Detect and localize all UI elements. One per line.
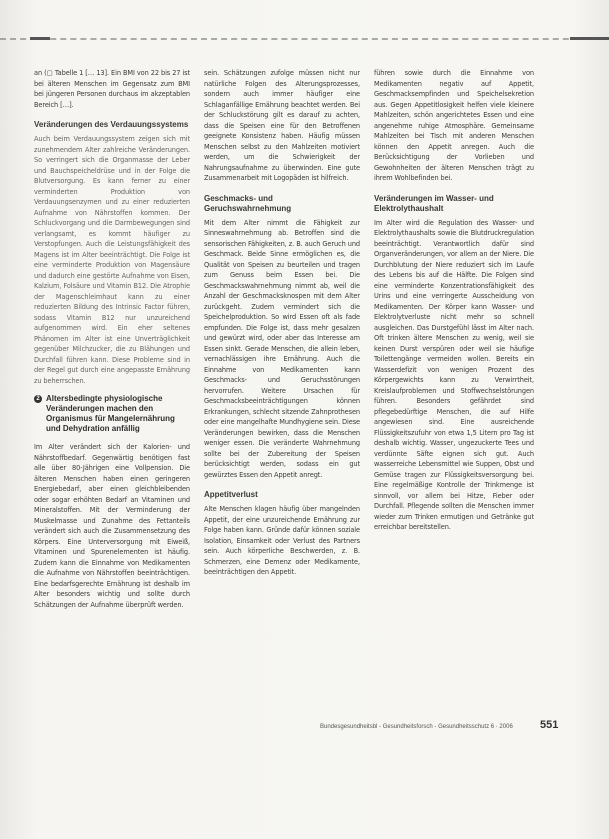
paragraph-schluck: sein. Schätzungen zufolge müssen nicht nur natürliche Folgen des Alterungsprozesses, sondern auch immer häufiger eine Schlaganfällige Ernährung beachtet werden. Bei der Schluckstörung gilt es darauf zu achten, dass die Speisen eine für den Betroffenen geeignete Konsistenz haben. Häufig müssen Menschen selbst zu den Mahlzeiten motiviert werden, um die Schwierigkeit der Nahrungsaufnahme zu überwinden. Eine gute Zusammenarbeit mit Logopäden ist hilfreich. (204, 69, 360, 182)
heading-wasserhaushalt: Veränderungen im Wasser- und Elektrolythaushalt (374, 193, 494, 213)
column-3 (374, 68, 534, 533)
paragraph-bedarf: Im Alter verändert sich der Kalorien- und Nährstoffbedarf. Gegenwärtig benötigen fast alle über 80-Jährigen eine Vollpension. Die älteren Menschen haben einen geringeren Energiebedarf, aber einen gleichbleibenden oder sogar erhöhten Bedarf an Vitaminen und Mineralstoffen. Mit der Verminderung der Muskelmasse und Zunahme des Fettanteils verändert sich auch die Zusammensetzung des Körpers. Eine Unterversorgung mit Eiweiß, Vitaminen und Spurenelementen ist häufig. Zudem kann die Einnahme von Medikamenten die Aufnahme von Nährstoffen beeinträchtigen. Eine bedarfsgerechte Ernährung ist deshalb im Alter besonders wichtig und sollte durch Schätzungen der Aufnahme überprüft werden. (34, 443, 190, 609)
paragraph-intro: an (▢ Tabelle 1 [… 13]. Ein BMI von 22 bis 27 ist bei älteren Menschen im Gegensatz zum BMI bei jüngeren Personen durchaus im akzeptablen Bereich […]. (34, 69, 190, 109)
header-rule-mark-left (30, 37, 50, 40)
column-2 (204, 68, 360, 578)
page-number: 551 (540, 719, 559, 731)
paragraph-appetit: Alte Menschen klagen häufig über mangelnden Appetit, der eine unzureichende Ernährung zur Folge haben kann. Gründe dafür können soziale Isolation, Einsamkeit oder Verlust des Partners sein. Auch körperliche Beschwerden, z. B. Schmerzen, eine Demenz oder Medikamente, beeinträchtigen den Appetit. (204, 505, 360, 576)
key-message-number: 2 (34, 395, 42, 403)
paragraph-verdauung: Auch beim Verdauungssystem zeigen sich mit zunehmendem Alter zahlreiche Veränderungen. So verringert sich die Organmasse der Leber und Bauchspeicheldrüse und in der Folge die Blutversorgung. Es kann ferner zu einer verminderten Produktion von Verdauungsenzymen und zu einer reduzierten Aufnahme von Nährstoffen kommen. Der Schluckvorgang und die Darmbewegungen sind verlangsamt, es kommt häufiger zu Verstopfungen. Auch die Leistungsfähigkeit des Magens ist im Alter beeinträchtigt. Die Folge ist eine verminderte Produktion von Magensäure und dadurch eine gestörte Aufnahme von Eisen, Kalzium, Folsäure und Vitamin B12. Die Atrophie der Magenschleimhaut kann zu einer reduzierten Bildung des Intrinsic Factor führen, sodass Vitamin B12 nur unzureichend aufgenommen wird. Ein eher seltenes Phänomen im Alter ist eine Unverträglichkeit gegenüber Milchzucker, die zu Blähungen und Durchfall führen kann. Diese Probleme sind in der Regel gut durch eine angepasste Ernährung zu beherrschen. (34, 135, 190, 385)
running-footer: Bundesgesundheitsbl - Gesundheitsforsch - Gesundheitsschutz 6 · 2006 (320, 724, 513, 730)
heading-verdauungssystem: Veränderungen des Verdauungssystems (34, 120, 189, 129)
column-1 (34, 68, 190, 610)
heading-geschmack: Geschmacks- und Geruchswahrnehmung (204, 193, 292, 213)
paragraph-appetit-cont: führen sowie durch die Einnahme von Medikamenten negativ auf Appetit, Geschmacksempfinden und Speichelsekretion aus. Gegen Appetitlosigkeit helfen viele kleinere Mahlzeiten, schön angerichtetes Essen und eine angenehme ruhige Atmosphäre. Gemeinsame Mahlzeiten bei Tisch mit anderen Menschen können den Appetit anregen. Auch die Berücksichtigung der Vorlieben und Gewohnheiten der älteren Menschen trägt zu ihrem Wohlbefinden bei. (374, 69, 534, 182)
paragraph-geschmack: Mit dem Alter nimmt die Fähigkeit zur Sinneswahrnehmung ab. Betroffen sind die sensorischen Fähigkeiten, z. B. auch Geruch und Geschmack. Beide Sinne ermöglichen es, die Qualität von Speisen zu beurteilen und tragen zum Genuss beim Essen bei. Die Geschmackswahrnehmung nimmt ab, weil die Anzahl der Geschmacksknospen mit dem Alter zurückgeht. Zudem vermindert sich die Speichelproduktion. So wird Essen oft als fade empfunden. Die Folge ist, dass mehr gesalzen und gewürzt wird, oder aber das Interesse am Essen sinkt. Gerade Menschen, die allein leben, vernachlässigen ihre Ernährung. Auch die Einnahme von Medikamenten kann Geschmacks- und Geruchsstörungen hervorrufen. Weitere Ursachen für Geschmacksbeeinträchtigungen können Erkrankungen, schlecht sitzende Zahnprothesen oder eine mangelhafte Mundhygiene sein. Diese Veränderungen bewirken, dass die Menschen weniger essen. Die veränderte Wahrnehmung sollte bei der Zubereitung der Speisen berücksichtigt werden, sodass ein gut gewürztes Essen den Appetit anregt. (204, 218, 360, 479)
key-message-title: Altersbedingte physiologische Veränderungen machen den Organismus für Mangelernährung und Dehydration anfällig (46, 394, 175, 433)
header-rule-mark-right (570, 37, 609, 40)
paragraph-wasser: Im Alter wird die Regulation des Wasser- und Elektrolythaushalts sowie die Blutdruckregulation beeinträchtigt. Verantwortlich dafür sind Organveränderungen, vor allem an der Niere. Die Durchblutung der Niere reduziert sich im Laufe des Lebens bis auf die Hälfte. Die Folgen sind eine verminderte Konzentrationsfähigkeit des Urins und eine verringerte Ausscheidung von Medikamenten. Der Körper kann Wasser- und Elektrolytverluste nicht mehr so schnell ausgleichen. Das Durstgefühl lässt im Alter nach. Oft trinken ältere Menschen zu wenig, weil sie keinen Durst verspüren oder weil sie häufige Toilettengänge vermeiden wollen. Bereits ein Wasserdefizit von wenigen Prozent des Körpergewichts kann zu Verwirrtheit, Kreislaufproblemen und Stoffwechselstörungen führen. Besonders gefährdet sind pflegebedürftige Menschen, die auf Hilfe angewiesen sind. Eine ausreichende Flüssigkeitszufuhr von etwa 1,5 Litern pro Tag ist deshalb wichtig. Wasser, ungezuckerte Tees und verdünnte Säfte eignen sich gut. Auch wasserreiche Lebensmittel wie Suppen, Obst und Gemüse tragen zur Flüssigkeitsversorgung bei. Eine regelmäßige Kontrolle der Trinkmenge ist sinnvoll, vor allem bei Hitze, Fieber oder Durchfall. Pflegende sollten die Menschen immer wieder zum Trinken ermutigen und Getränke gut erreichbar bereitstellen. (374, 218, 534, 531)
key-message (34, 394, 190, 434)
header-rule (0, 38, 609, 40)
heading-appetitverlust: Appetitverlust (204, 490, 258, 499)
